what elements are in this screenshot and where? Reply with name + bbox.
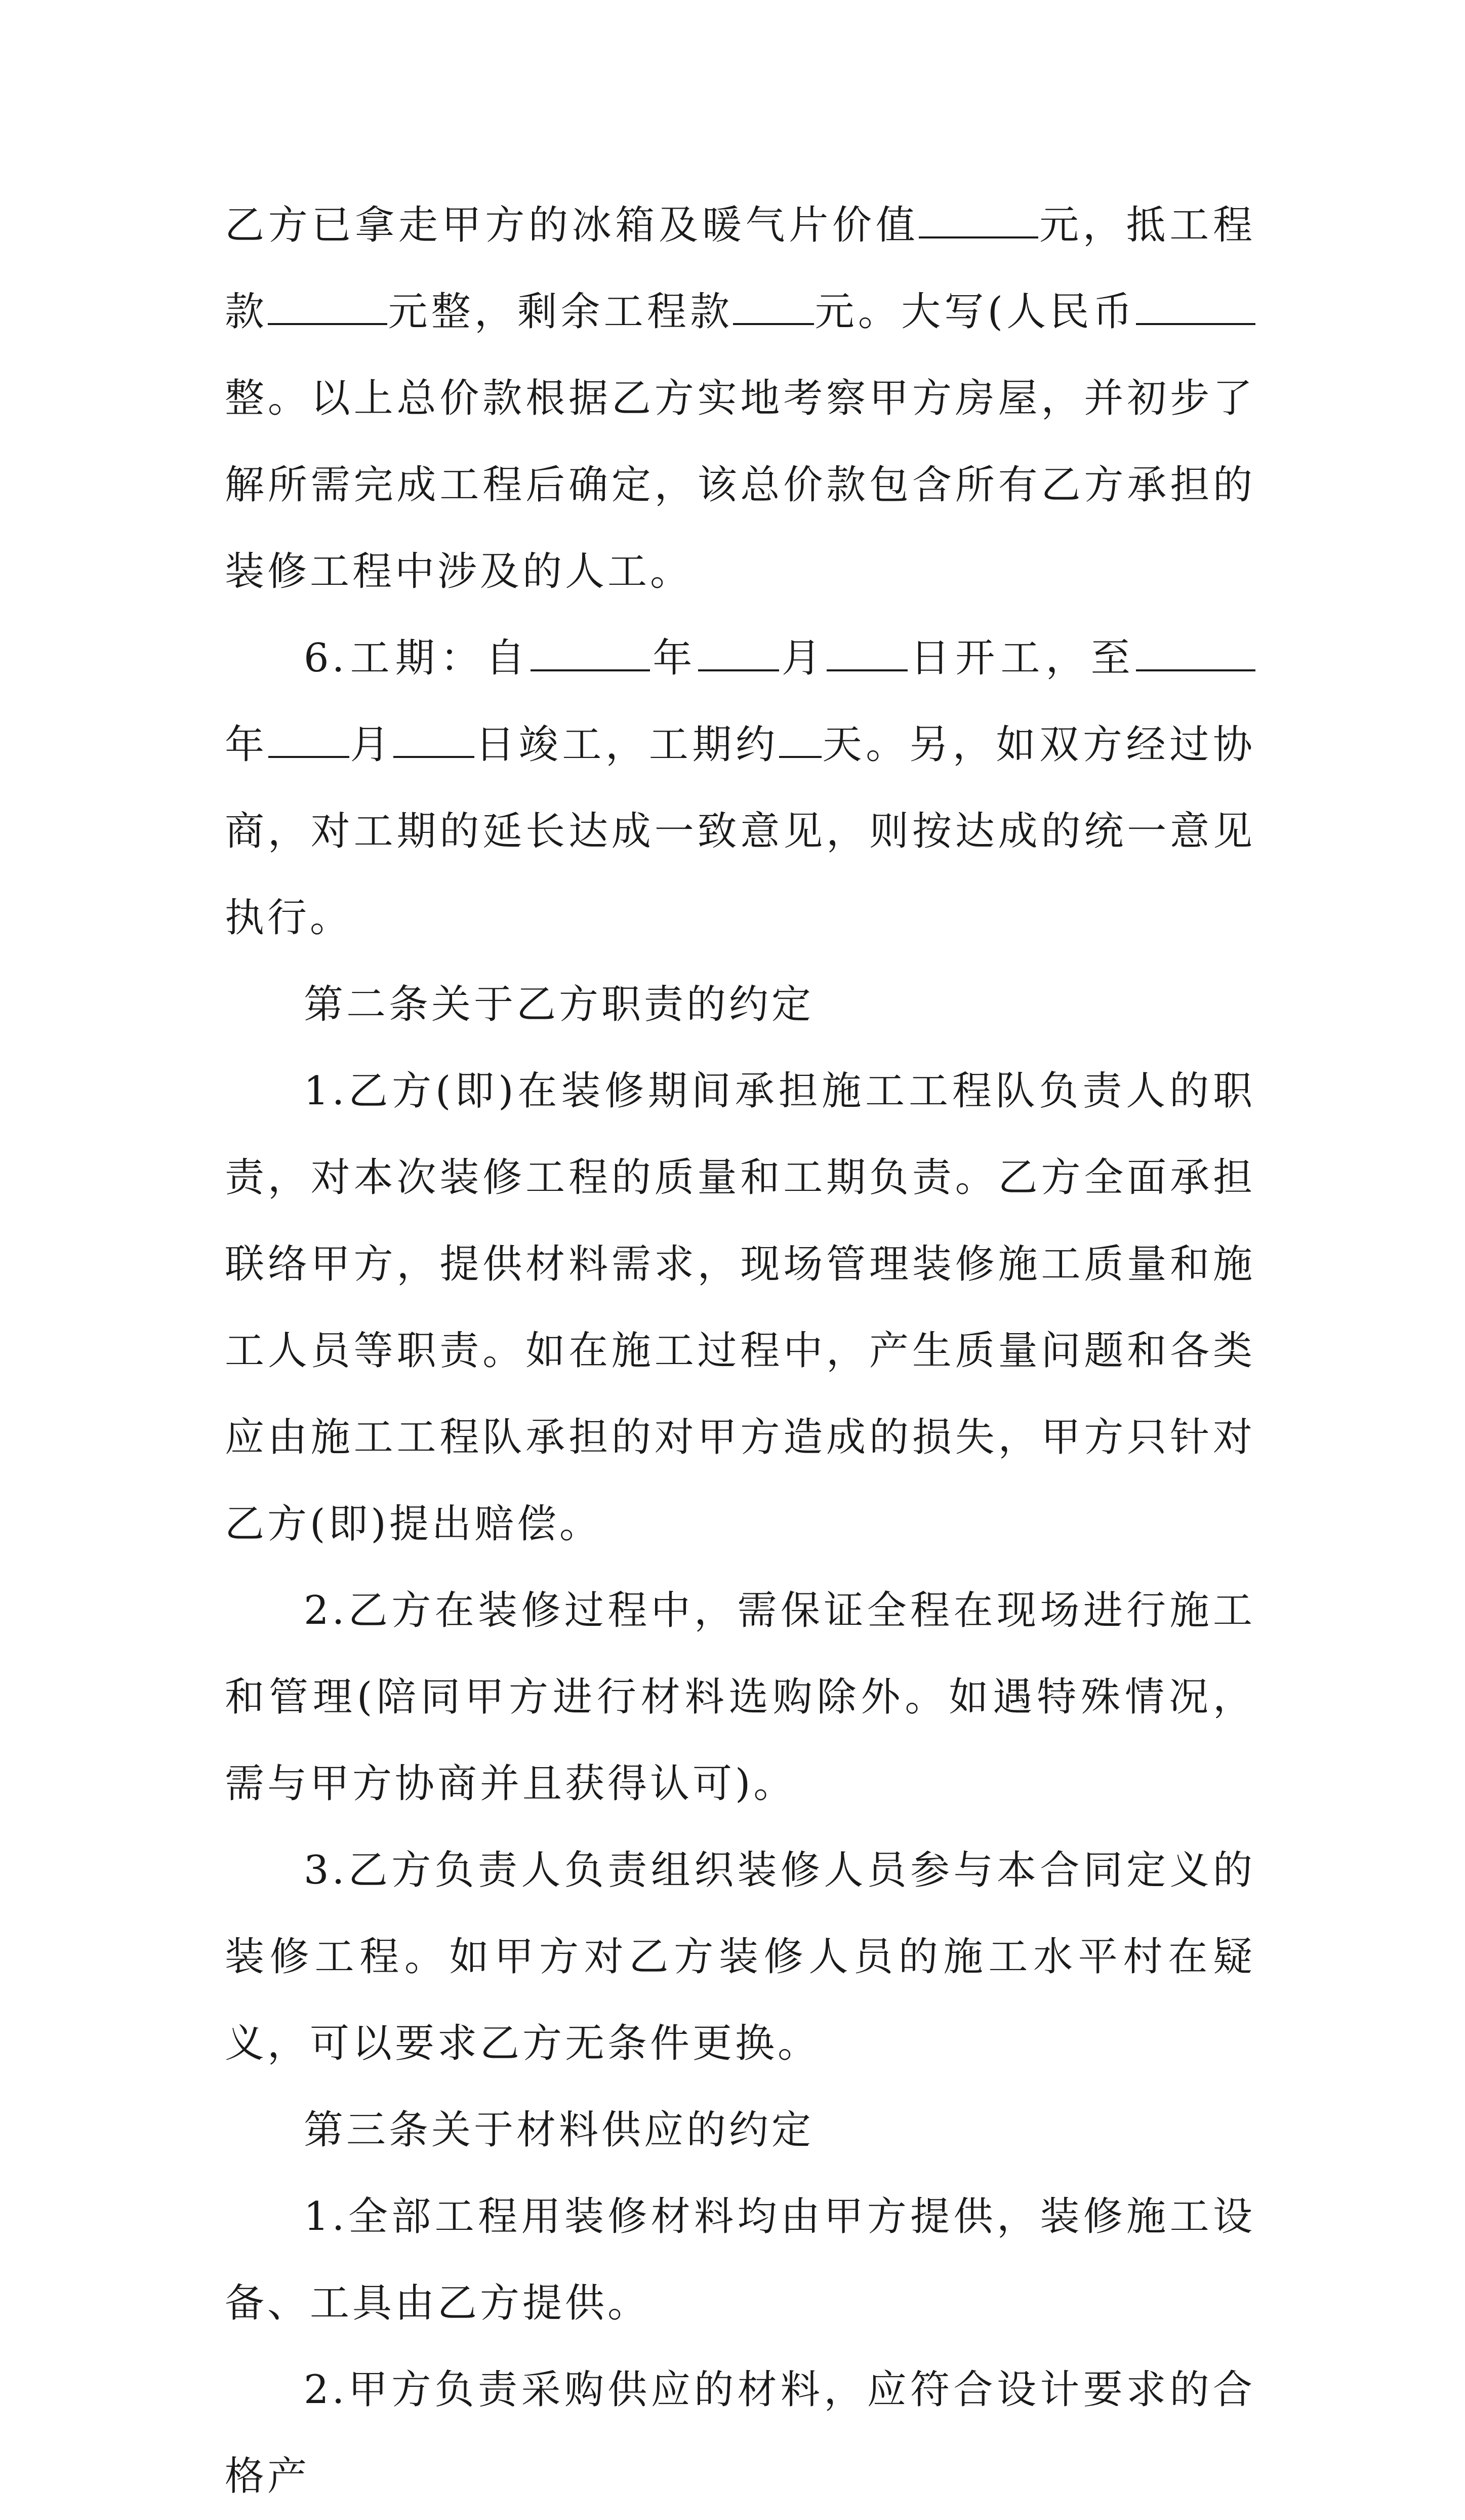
article-2-heading: 第二条关于乙方职责的约定 — [304, 982, 815, 1027]
price-text-1: 乙方已拿走甲方的冰箱及暖气片价值 — [225, 203, 919, 248]
blank-offset-amount — [268, 292, 387, 325]
schedule-text-8: 天。另，如双方经过协商，对工期的延长达成一致意见，则按达成的统一意见执行。 — [225, 722, 1255, 941]
schedule-text-5: 年 — [225, 722, 268, 768]
schedule-text-3: 月 — [779, 635, 827, 681]
schedule-text-4: 日开工，至 — [907, 635, 1136, 681]
price-text-5: 整。以上总价款根据乙方实地考察甲方房屋，并初步了解所需完成工程后确定，该总价款包含所有乙方承担的装修工程中涉及的人工。 — [225, 376, 1255, 594]
blank-end-day — [393, 725, 474, 758]
blank-remaining-amount — [733, 292, 814, 325]
article-3-heading: 第三条关于材料供应的约定 — [304, 2107, 815, 2153]
price-text-3: 元整，剩余工程款 — [387, 289, 734, 335]
blank-duration-days — [779, 725, 822, 758]
blank-start-day — [827, 638, 908, 671]
schedule-text-7: 日竣工，工期约 — [474, 722, 779, 768]
schedule-text-2: 年 — [650, 635, 698, 681]
schedule-paragraph — [225, 615, 1255, 962]
schedule-text-1: 6.工期：自 — [304, 635, 531, 681]
price-paragraph — [225, 182, 1255, 615]
article-2-item-2: 2.乙方在装修过程中，需保证全程在现场进行施工和管理(陪同甲方进行材料选购除外。如遇特殊情况，需与甲方协商并且获得认可)。 — [225, 1588, 1255, 1807]
article-3-item-2: 2.甲方负责采购供应的材料，应符合设计要求的合格产 — [225, 2367, 1255, 2499]
price-text-2: 元，抵工程款 — [225, 203, 1255, 335]
blank-start-year — [531, 638, 650, 671]
schedule-text-6: 月 — [349, 722, 394, 768]
blank-start-month — [698, 638, 779, 671]
article-2-item-3: 3.乙方负责人负责组织装修人员参与本合同定义的装修工程。如甲方对乙方装修人员的施工水平村在疑义，可以要求乙方无条件更换。 — [225, 1848, 1255, 2066]
contract-text — [225, 182, 1255, 2520]
price-text-4: 元。大写(人民币 — [814, 289, 1136, 335]
blank-end-year — [1136, 638, 1255, 671]
blank-appliance-value — [919, 205, 1038, 238]
blank-end-month — [268, 725, 349, 758]
blank-amount-in-words — [1136, 292, 1255, 325]
article-2-item-1: 1.乙方(即)在装修期间承担施工工程队负责人的职责，对本次装修工程的质量和工期负责。乙方全面承担联络甲方，提供材料需求，现场管理装修施工质量和施工人员等职责。如在施工过程中，产生质量问题和各类应由施工工程队承担的对甲方造成的损失，甲方只针对乙方(即)提出赔偿。 — [225, 1068, 1255, 1547]
article-3-item-1: 1.全部工程用装修材料均由甲方提供，装修施工设备、工具由乙方提供。 — [225, 2194, 1255, 2326]
